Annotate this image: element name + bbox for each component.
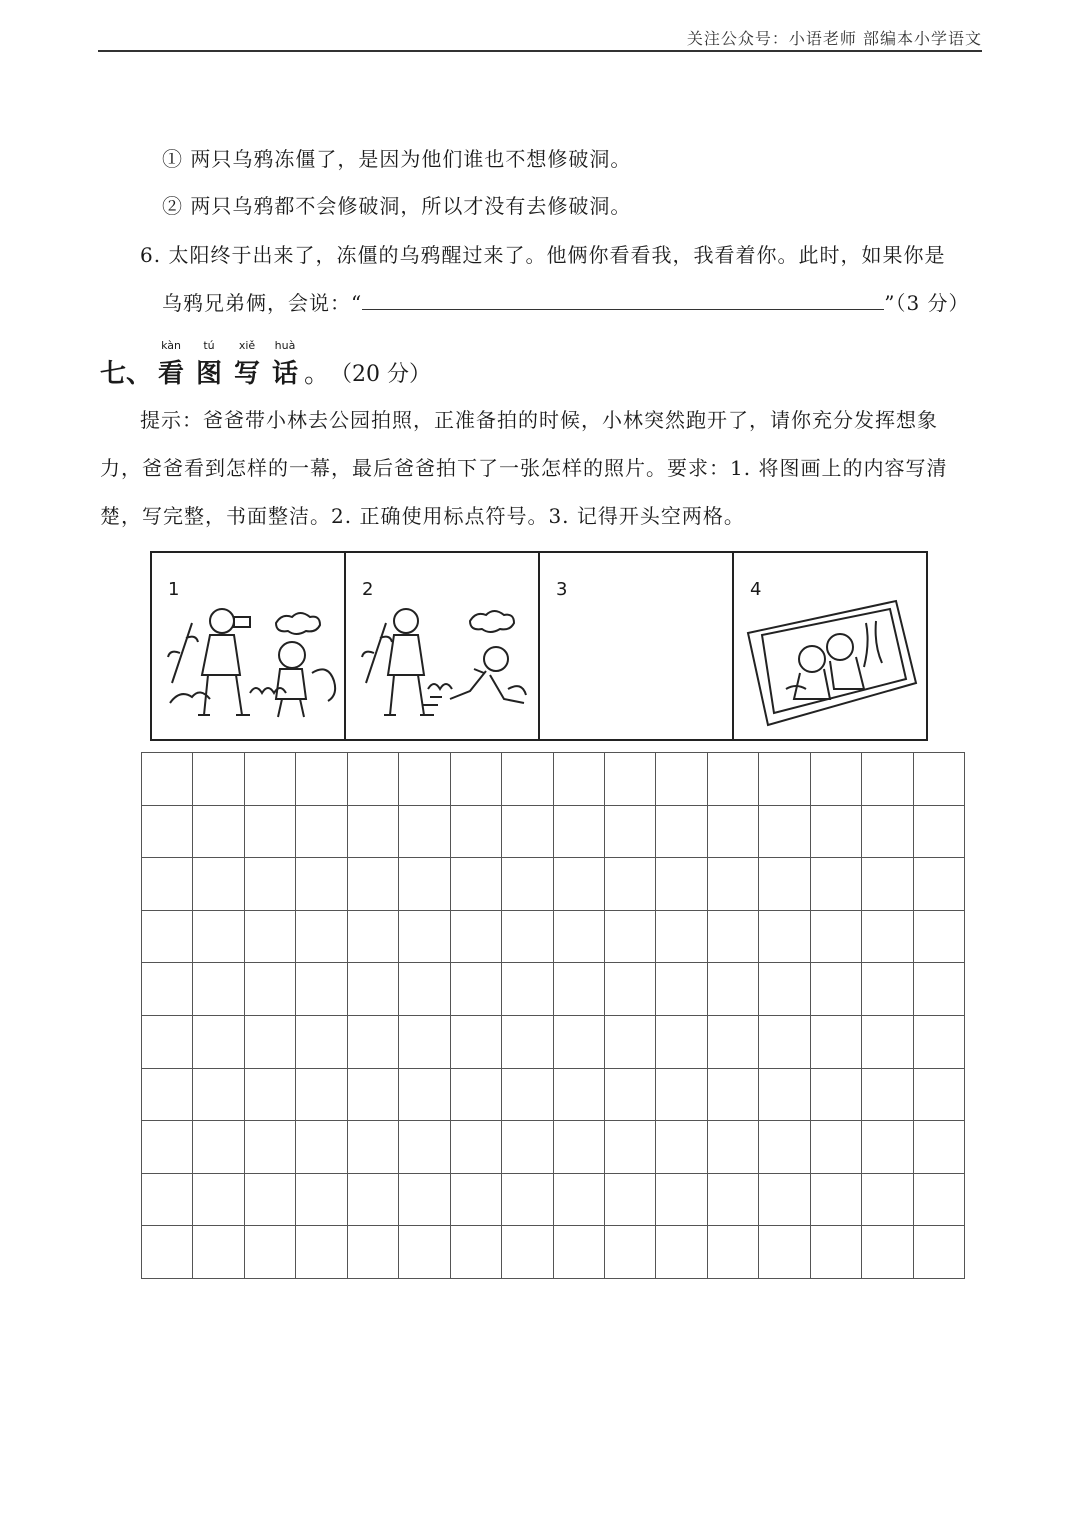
panel-number: 2 <box>362 579 374 600</box>
ruby-tu: tú 图 <box>196 339 223 389</box>
grid-cell[interactable] <box>554 1226 605 1279</box>
grid-cell[interactable] <box>605 1069 656 1122</box>
prompt-line-3: 楚，写完整，书面整洁。2. 正确使用标点符号。3. 记得开头空两格。 <box>100 504 745 528</box>
grid-cell[interactable] <box>296 753 347 806</box>
grid-cell[interactable] <box>399 911 450 964</box>
grid-cell[interactable] <box>193 858 244 911</box>
grid-cell[interactable] <box>708 1016 759 1069</box>
grid-cell[interactable] <box>348 1174 399 1227</box>
grid-cell[interactable] <box>502 911 553 964</box>
grid-cell[interactable] <box>245 963 296 1016</box>
grid-cell[interactable] <box>296 858 347 911</box>
grid-cell[interactable] <box>451 911 502 964</box>
grid-cell[interactable] <box>451 1174 502 1227</box>
grid-cell[interactable] <box>656 1016 707 1069</box>
grid-cell[interactable] <box>348 858 399 911</box>
header-text: 关注公众号：小语老师 部编本小学语文 <box>686 29 982 48</box>
grid-cell[interactable] <box>811 963 862 1016</box>
grid-cell[interactable] <box>914 1226 965 1279</box>
grid-cell[interactable] <box>759 963 810 1016</box>
grid-cell[interactable] <box>914 753 965 806</box>
grid-cell[interactable] <box>348 963 399 1016</box>
grid-cell[interactable] <box>656 1174 707 1227</box>
grid-cell[interactable] <box>605 1174 656 1227</box>
grid-cell[interactable] <box>811 1121 862 1174</box>
grid-cell[interactable] <box>399 1174 450 1227</box>
grid-cell[interactable] <box>451 858 502 911</box>
picture-panel-3 <box>540 553 734 739</box>
grid-cell[interactable] <box>193 1174 244 1227</box>
grid-cell[interactable] <box>656 1121 707 1174</box>
grid-cell[interactable] <box>348 1069 399 1122</box>
grid-cell[interactable] <box>605 1016 656 1069</box>
question-6-line1: 6. 太阳终于出来了，冻僵的乌鸦醒过来了。他俩你看看我，我看着你。此时，如果你是 <box>140 243 946 267</box>
grid-cell[interactable] <box>348 1121 399 1174</box>
grid-cell[interactable] <box>811 1016 862 1069</box>
grid-cell[interactable] <box>502 1016 553 1069</box>
grid-cell[interactable] <box>605 963 656 1016</box>
grid-cell[interactable] <box>348 753 399 806</box>
grid-cell[interactable] <box>759 911 810 964</box>
grid-cell[interactable] <box>451 1016 502 1069</box>
grid-cell[interactable] <box>142 858 193 911</box>
grid-cell[interactable] <box>502 1069 553 1122</box>
grid-cell[interactable] <box>399 753 450 806</box>
grid-cell[interactable] <box>708 911 759 964</box>
writing-grid[interactable] <box>141 752 965 1279</box>
grid-cell[interactable] <box>245 753 296 806</box>
option-1: ① 两只乌鸦冻僵了，是因为他们谁也不想修破洞。 <box>162 147 632 171</box>
grid-cell[interactable] <box>759 1016 810 1069</box>
grid-cell[interactable] <box>399 1121 450 1174</box>
grid-cell[interactable] <box>708 1121 759 1174</box>
option-2: ② 两只乌鸦都不会修破洞，所以才没有去修破洞。 <box>162 194 632 218</box>
prompt-line-1: 提示：爸爸带小林去公园拍照，正准备拍的时候，小林突然跑开了，请你充分发挥想象 <box>140 408 938 432</box>
grid-cell[interactable] <box>554 1121 605 1174</box>
grid-cell[interactable] <box>142 806 193 859</box>
grid-cell[interactable] <box>811 1069 862 1122</box>
grid-cell[interactable] <box>245 1226 296 1279</box>
grid-cell[interactable] <box>296 911 347 964</box>
grid-cell[interactable] <box>399 1226 450 1279</box>
grid-cell[interactable] <box>862 963 913 1016</box>
answer-blank[interactable] <box>362 289 884 310</box>
photo-illustration <box>746 593 921 728</box>
grid-cell[interactable] <box>862 858 913 911</box>
grid-cell[interactable] <box>554 806 605 859</box>
grid-cell[interactable] <box>656 963 707 1016</box>
panel-number: 1 <box>168 579 180 600</box>
grid-cell[interactable] <box>914 1016 965 1069</box>
grid-cell[interactable] <box>914 1174 965 1227</box>
grid-cell[interactable] <box>296 1016 347 1069</box>
grid-cell[interactable] <box>502 753 553 806</box>
grid-cell[interactable] <box>656 858 707 911</box>
grid-cell[interactable] <box>399 1016 450 1069</box>
grid-cell[interactable] <box>811 911 862 964</box>
panel-number: 4 <box>750 579 762 600</box>
grid-cell[interactable] <box>502 858 553 911</box>
grid-cell[interactable] <box>914 806 965 859</box>
section-7-end: 。 <box>304 359 331 389</box>
grid-cell[interactable] <box>193 911 244 964</box>
grid-cell[interactable] <box>811 1174 862 1227</box>
grid-cell[interactable] <box>605 753 656 806</box>
grid-cell[interactable] <box>451 1226 502 1279</box>
grid-cell[interactable] <box>502 963 553 1016</box>
grid-cell[interactable] <box>451 753 502 806</box>
grid-cell[interactable] <box>862 806 913 859</box>
grid-cell[interactable] <box>193 1226 244 1279</box>
grid-cell[interactable] <box>296 1121 347 1174</box>
grid-cell[interactable] <box>862 1174 913 1227</box>
grid-cell[interactable] <box>656 1069 707 1122</box>
grid-cell[interactable] <box>914 963 965 1016</box>
grid-cell[interactable] <box>399 806 450 859</box>
grid-cell[interactable] <box>245 911 296 964</box>
grid-cell[interactable] <box>296 963 347 1016</box>
grid-cell[interactable] <box>554 1069 605 1122</box>
grid-cell[interactable] <box>245 806 296 859</box>
grid-cell[interactable] <box>862 1121 913 1174</box>
prompt-text <box>100 396 984 540</box>
grid-cell[interactable] <box>296 1069 347 1122</box>
grid-cell[interactable] <box>708 1226 759 1279</box>
grid-cell[interactable] <box>862 753 913 806</box>
grid-cell[interactable] <box>245 1069 296 1122</box>
grid-cell[interactable] <box>708 806 759 859</box>
grid-cell[interactable] <box>451 963 502 1016</box>
grid-cell[interactable] <box>759 1174 810 1227</box>
grid-cell[interactable] <box>348 911 399 964</box>
grid-cell[interactable] <box>399 858 450 911</box>
grid-cell[interactable] <box>811 1226 862 1279</box>
grid-cell[interactable] <box>656 806 707 859</box>
grid-cell[interactable] <box>554 963 605 1016</box>
grid-cell[interactable] <box>554 1174 605 1227</box>
grid-cell[interactable] <box>348 1226 399 1279</box>
grid-cell[interactable] <box>142 753 193 806</box>
picture-panel-1 <box>152 553 346 739</box>
grid-cell[interactable] <box>759 806 810 859</box>
grid-cell[interactable] <box>759 753 810 806</box>
grid-cell[interactable] <box>914 858 965 911</box>
section-7-score: （20 分） <box>330 362 432 387</box>
grid-cell[interactable] <box>142 1121 193 1174</box>
grid-cell[interactable] <box>605 911 656 964</box>
grid-cell[interactable] <box>862 911 913 964</box>
grid-cell[interactable] <box>811 858 862 911</box>
grid-cell[interactable] <box>605 1121 656 1174</box>
grid-cell[interactable] <box>142 963 193 1016</box>
grid-cell[interactable] <box>914 1069 965 1122</box>
grid-cell[interactable] <box>296 1174 347 1227</box>
grid-cell[interactable] <box>451 1069 502 1122</box>
question-6-line2 <box>162 287 970 316</box>
grid-cell[interactable] <box>605 858 656 911</box>
grid-cell[interactable] <box>142 1226 193 1279</box>
grid-cell[interactable] <box>759 1069 810 1122</box>
grid-cell[interactable] <box>399 1069 450 1122</box>
grid-cell[interactable] <box>708 1069 759 1122</box>
grid-cell[interactable] <box>142 1174 193 1227</box>
question-6-prefix: 乌鸦兄弟俩，会说：“ <box>162 291 363 315</box>
grid-cell[interactable] <box>862 1016 913 1069</box>
grid-cell[interactable] <box>296 1226 347 1279</box>
grid-cell[interactable] <box>193 1121 244 1174</box>
grid-cell[interactable] <box>605 806 656 859</box>
ruby-kan: kàn 看 <box>158 339 185 389</box>
grid-cell[interactable] <box>759 858 810 911</box>
grid-cell[interactable] <box>502 806 553 859</box>
grid-cell[interactable] <box>554 858 605 911</box>
grid-cell[interactable] <box>708 1174 759 1227</box>
grid-cell[interactable] <box>502 1226 553 1279</box>
grid-cell[interactable] <box>296 806 347 859</box>
grid-cell[interactable] <box>348 806 399 859</box>
grid-cell[interactable] <box>759 1226 810 1279</box>
grid-cell[interactable] <box>142 1016 193 1069</box>
picture-strip <box>150 551 928 741</box>
grid-cell[interactable] <box>502 1121 553 1174</box>
grid-cell[interactable] <box>245 1121 296 1174</box>
grid-cell[interactable] <box>193 1016 244 1069</box>
running-boy-illustration <box>358 593 533 728</box>
grid-cell[interactable] <box>193 1069 244 1122</box>
grid-cell[interactable] <box>811 753 862 806</box>
grid-cell[interactable] <box>554 911 605 964</box>
grid-cell[interactable] <box>502 1174 553 1227</box>
photographer-illustration <box>164 593 339 728</box>
grid-cell[interactable] <box>245 858 296 911</box>
grid-cell[interactable] <box>193 753 244 806</box>
grid-cell[interactable] <box>605 1226 656 1279</box>
panel-number: 3 <box>556 579 568 600</box>
grid-cell[interactable] <box>451 1121 502 1174</box>
grid-cell[interactable] <box>193 806 244 859</box>
grid-cell[interactable] <box>914 1121 965 1174</box>
grid-cell[interactable] <box>399 963 450 1016</box>
grid-cell[interactable] <box>554 753 605 806</box>
grid-cell[interactable] <box>708 963 759 1016</box>
grid-cell[interactable] <box>193 963 244 1016</box>
grid-cell[interactable] <box>708 753 759 806</box>
grid-cell[interactable] <box>348 1016 399 1069</box>
grid-cell[interactable] <box>656 753 707 806</box>
prompt-line-2: 力，爸爸看到怎样的一幕，最后爸爸拍下了一张怎样的照片。要求：1. 将图画上的内容写清 <box>100 456 948 480</box>
ruby-hua: huà 话 <box>272 339 299 389</box>
page-header <box>98 24 982 52</box>
grid-cell[interactable] <box>554 1016 605 1069</box>
grid-cell[interactable] <box>245 1016 296 1069</box>
section-7-number: 七、 <box>100 359 153 389</box>
grid-cell[interactable] <box>759 1121 810 1174</box>
grid-cell[interactable] <box>708 858 759 911</box>
picture-panel-4 <box>734 553 926 739</box>
grid-cell[interactable] <box>142 911 193 964</box>
grid-cell[interactable] <box>142 1069 193 1122</box>
grid-cell[interactable] <box>862 1226 913 1279</box>
grid-cell[interactable] <box>656 911 707 964</box>
picture-panel-2 <box>346 553 540 739</box>
grid-cell[interactable] <box>811 806 862 859</box>
grid-cell[interactable] <box>245 1174 296 1227</box>
grid-cell[interactable] <box>451 806 502 859</box>
grid-cell[interactable] <box>862 1069 913 1122</box>
ruby-xie: xiě 写 <box>234 339 261 389</box>
question-6-suffix: ”（3 分） <box>884 291 970 315</box>
section-7-title <box>100 339 432 395</box>
grid-cell[interactable] <box>656 1226 707 1279</box>
grid-cell[interactable] <box>914 911 965 964</box>
